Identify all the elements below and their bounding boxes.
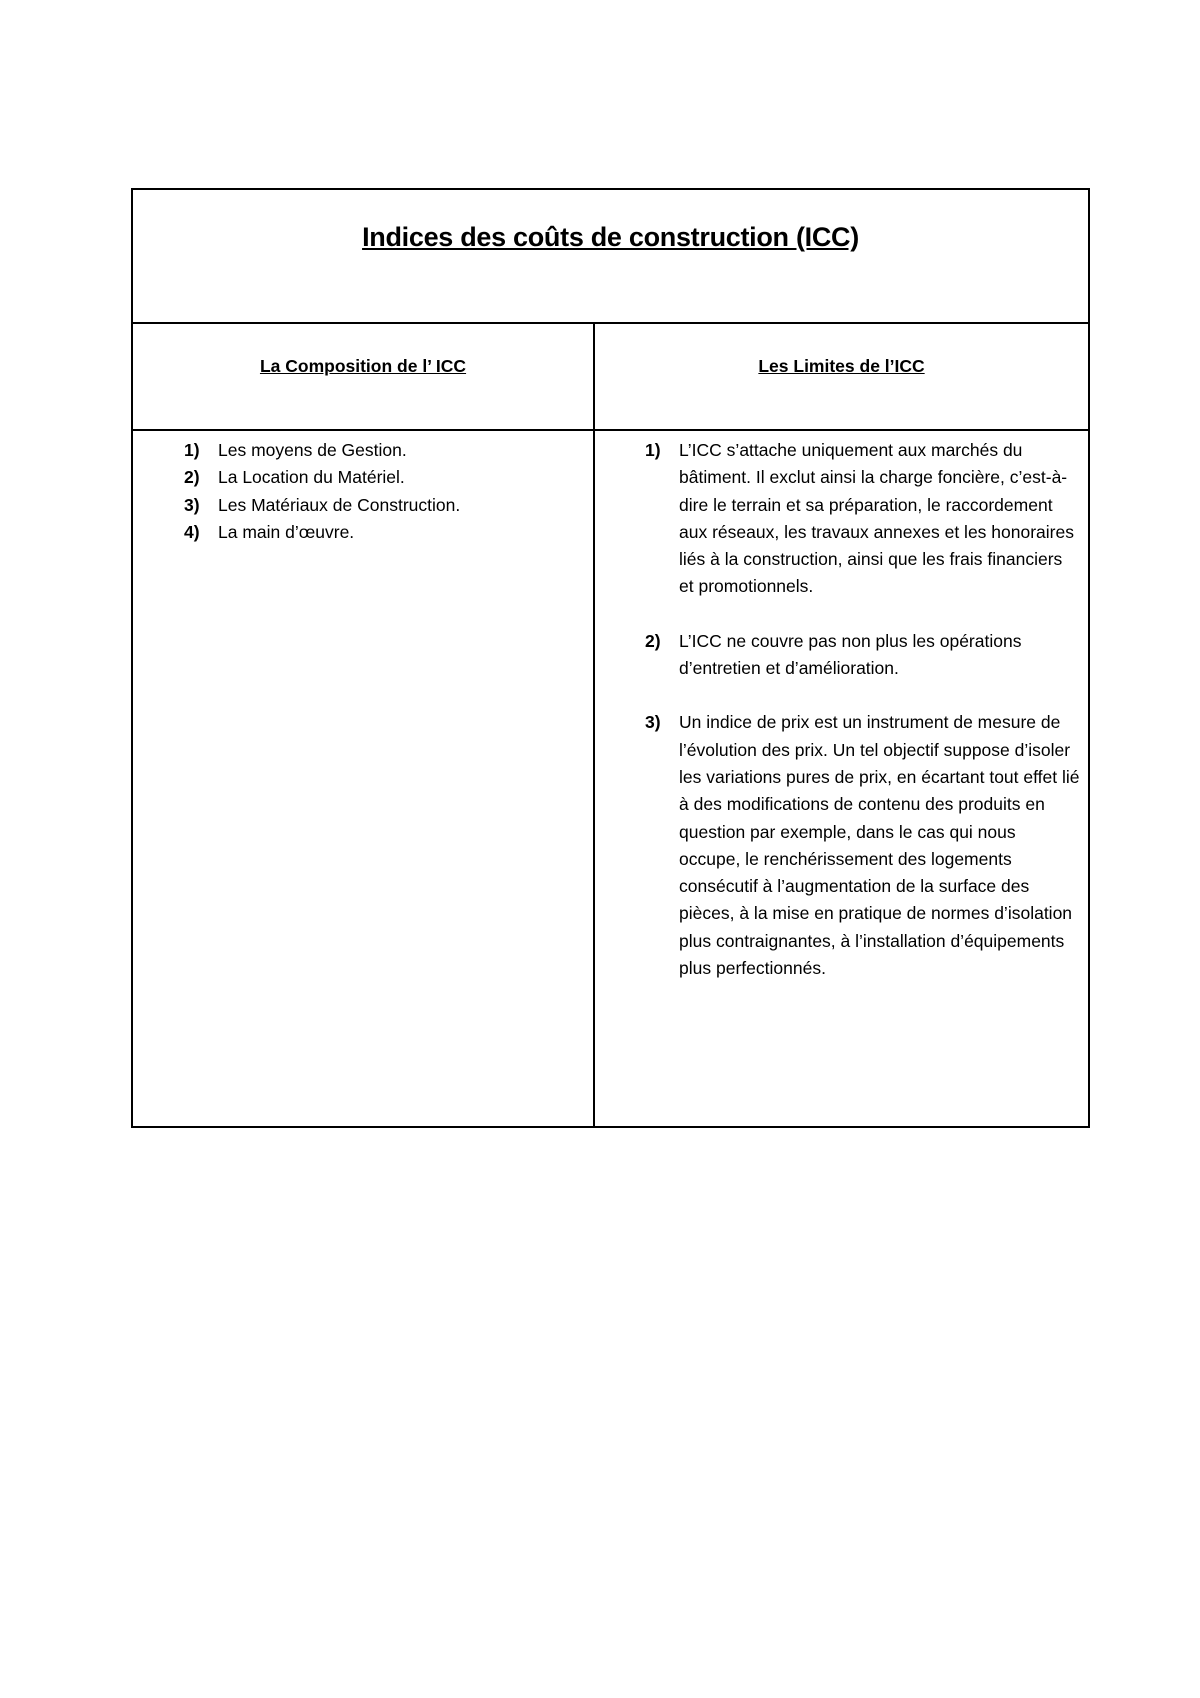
item-text: L’ICC s’attache uniquement aux marchés du bâtiment. Il exclut ainsi la charge foncière, c’est-à-dire le terrain et sa préparation, le raccordement aux réseaux, les travaux annexes et les honoraires liés à la construction, ainsi que les frais financiers et promotionnels.	[679, 440, 1074, 597]
document-title: Indices des coûts de construction (ICC)	[362, 222, 859, 252]
composition-body-cell	[133, 431, 593, 1126]
item-text: L’ICC ne couvre pas non plus les opérations d’entretien et d’amélioration.	[679, 630, 1022, 679]
limits-heading-cell	[595, 324, 1088, 431]
item-number: 3)	[645, 712, 661, 733]
list-item	[133, 519, 593, 546]
item-number: 1)	[645, 440, 661, 460]
title-row	[133, 190, 1088, 324]
limits-heading: Les Limites de l’ICC	[758, 356, 925, 376]
composition-column	[133, 324, 595, 1126]
item-number: 2)	[645, 630, 661, 651]
composition-heading: La Composition de l’ ICC	[259, 356, 467, 376]
item-number: 2)	[184, 467, 200, 488]
item-text: La main d’œuvre.	[218, 521, 355, 542]
limits-column	[595, 324, 1088, 1126]
limits-list	[595, 431, 1088, 982]
item-text: Les moyens de Gestion.	[218, 440, 407, 460]
limits-body-cell	[595, 431, 1088, 1126]
list-item	[595, 709, 1088, 982]
item-text: Les Matériaux de Construction.	[218, 494, 461, 515]
item-number: 4)	[184, 521, 200, 542]
item-text: La Location du Matériel.	[218, 467, 405, 488]
item-number: 3)	[184, 494, 200, 515]
composition-list	[133, 431, 593, 546]
item-number: 1)	[184, 440, 200, 460]
item-text: Un indice de prix est un instrument de mesure de l’évolution des prix. Un tel objectif suppose d’isoler les variations pures de prix, en écartant tout effet lié à des modifications de contenu des produits en question par exemple, dans le cas qui nous occupe, le renchérissement des logements consécutif à l’augmentation de la surface des pièces, à la mise en pratique de normes d’isolation plus contraignantes, à l’installation d’équipements plus perfectionnés.	[679, 712, 1080, 979]
icc-table	[131, 188, 1090, 1128]
list-item	[133, 437, 593, 464]
composition-heading-cell	[133, 324, 593, 431]
list-item	[133, 492, 593, 519]
list-item	[595, 437, 1088, 601]
list-item	[133, 464, 593, 491]
list-item	[595, 628, 1088, 683]
columns	[133, 324, 1088, 1126]
